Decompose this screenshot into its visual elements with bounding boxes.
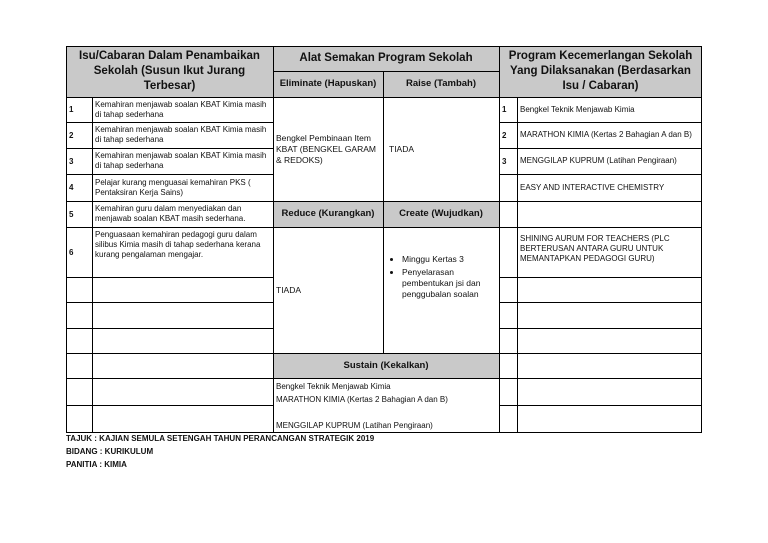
issue-text: Kemahiran menjawab soalan KBAT Kimia masih di tahap sederhana xyxy=(95,151,267,170)
program-text: EASY AND INTERACTIVE CHEMISTRY xyxy=(520,182,665,192)
grid-line xyxy=(499,174,702,175)
grid-line xyxy=(701,46,702,433)
footer-bidang: BIDANG : KURIKULUM xyxy=(66,447,154,456)
grid-line xyxy=(66,46,702,47)
program-number xyxy=(499,174,517,201)
grid-line xyxy=(66,405,273,406)
sustain-item: Bengkel Teknik Menjawab Kimia xyxy=(276,382,391,391)
grid-line xyxy=(499,122,702,123)
header-sustain-label: Sustain (Kekalkan) xyxy=(343,359,429,371)
sustain-item: MARATHON KIMIA (Kertas 2 Bahagian A dan B) xyxy=(276,395,448,404)
header-checklist xyxy=(273,46,499,71)
grid-line xyxy=(66,97,702,98)
grid-line xyxy=(383,71,384,201)
issue-number: 2 xyxy=(69,130,74,140)
header-issues-label: Isu/Cabaran Dalam Penambaikan Sekolah (Susun Ikut Jurang Terbesar) xyxy=(79,50,260,92)
program-number: 1 xyxy=(502,105,507,114)
header-programs-label: Program Kecemerlangan Sekolah Yang Dilaksanakan (Berdasarkan Isu / Cabaran) xyxy=(508,50,693,92)
header-reduce xyxy=(273,201,383,227)
grid-line xyxy=(499,148,702,149)
reduce-text: TIADA xyxy=(276,285,302,295)
footer-panitia: PANITIA : KIMIA xyxy=(66,460,127,469)
program-text: MARATHON KIMIA (Kertas 2 Bahagian A dan B) xyxy=(520,130,692,139)
grid-line xyxy=(517,97,518,433)
eliminate-text: Bengkel Pembinaan Item KBAT (BENGKEL GARAM & REDOKS) xyxy=(276,132,376,165)
grid-line xyxy=(499,328,702,329)
issue-text: Penguasaan kemahiran pedagogi guru dalam silibus Kimia masih di tahap sederhana kerana kurang pengalaman mengajar. xyxy=(95,230,261,259)
grid-line xyxy=(499,277,702,278)
header-create-label: Create (Wujudkan) xyxy=(399,208,483,219)
grid-line xyxy=(66,302,273,303)
grid-line xyxy=(66,148,273,149)
header-create xyxy=(383,201,499,227)
grid-line xyxy=(499,302,702,303)
raise-text: TIADA xyxy=(389,144,415,154)
grid-line xyxy=(66,174,273,175)
grid-line xyxy=(273,46,274,433)
grid-line xyxy=(499,46,500,433)
issue-number: 1 xyxy=(69,105,74,114)
header-programs xyxy=(499,46,702,97)
grid-line xyxy=(66,227,702,228)
grid-line xyxy=(66,432,702,433)
issue-number: 6 xyxy=(69,247,74,257)
grid-line xyxy=(66,353,702,354)
create-list xyxy=(383,253,499,353)
grid-line xyxy=(66,277,273,278)
header-issues xyxy=(66,46,273,97)
issue-number: 4 xyxy=(69,183,74,192)
grid-line xyxy=(66,378,702,379)
create-item: • Penyelarasan pembentukan jsi dan penggubalan soalan xyxy=(402,267,496,300)
program-text: Bengkel Teknik Menjawab Kimia xyxy=(520,104,635,114)
footer-tajuk: TAJUK : KAJIAN SEMULA SETENGAH TAHUN PERANCANGAN STRATEGIK 2019 xyxy=(66,434,375,443)
issue-number: 3 xyxy=(69,156,74,166)
header-raise xyxy=(383,71,499,97)
issue-text: Kemahiran guru dalam menyediakan dan menjawab soalan KBAT masih sederhana. xyxy=(95,204,246,223)
header-eliminate-label: Eliminate (Hapuskan) xyxy=(279,78,377,89)
header-sustain xyxy=(273,353,499,378)
grid-line xyxy=(66,328,273,329)
issue-number: 5 xyxy=(69,209,74,219)
issue-text: Pelajar kurang menguasai kemahiran PKS ( Pentaksiran Kerja Sains) xyxy=(95,177,251,197)
program-number: 3 xyxy=(502,156,507,166)
sustain-item: MENGGILAP KUPRUM (Latihan Pengiraan) xyxy=(276,421,433,430)
grid-line xyxy=(66,46,67,433)
create-item: • Minggu Kertas 3 xyxy=(402,254,496,265)
grid-line xyxy=(383,201,384,353)
issue-text: Kemahiran menjawab soalan KBAT Kimia masih di tahap sederhana xyxy=(95,99,267,119)
program-number: 2 xyxy=(502,130,507,140)
grid-line xyxy=(92,97,93,433)
program-text: MENGGILAP KUPRUM (Latihan Pengiraan) xyxy=(520,156,677,165)
grid-line xyxy=(66,201,702,202)
grid-line xyxy=(273,71,499,72)
issue-text: Kemahiran menjawab soalan KBAT Kimia masih di tahap sederhana xyxy=(95,125,267,144)
header-raise-label: Raise (Tambah) xyxy=(405,78,477,89)
header-checklist-label: Alat Semakan Program Sekolah xyxy=(299,52,473,64)
program-text: SHINING AURUM FOR TEACHERS (PLC BERTERUSAN ANTARA GURU UNTUK MEMANTAPKAN PEDAGOGI GURU) xyxy=(520,234,670,263)
grid-line xyxy=(66,122,273,123)
grid-line xyxy=(499,405,702,406)
header-reduce-label: Reduce (Kurangkan) xyxy=(281,208,375,219)
header-eliminate xyxy=(273,71,383,97)
